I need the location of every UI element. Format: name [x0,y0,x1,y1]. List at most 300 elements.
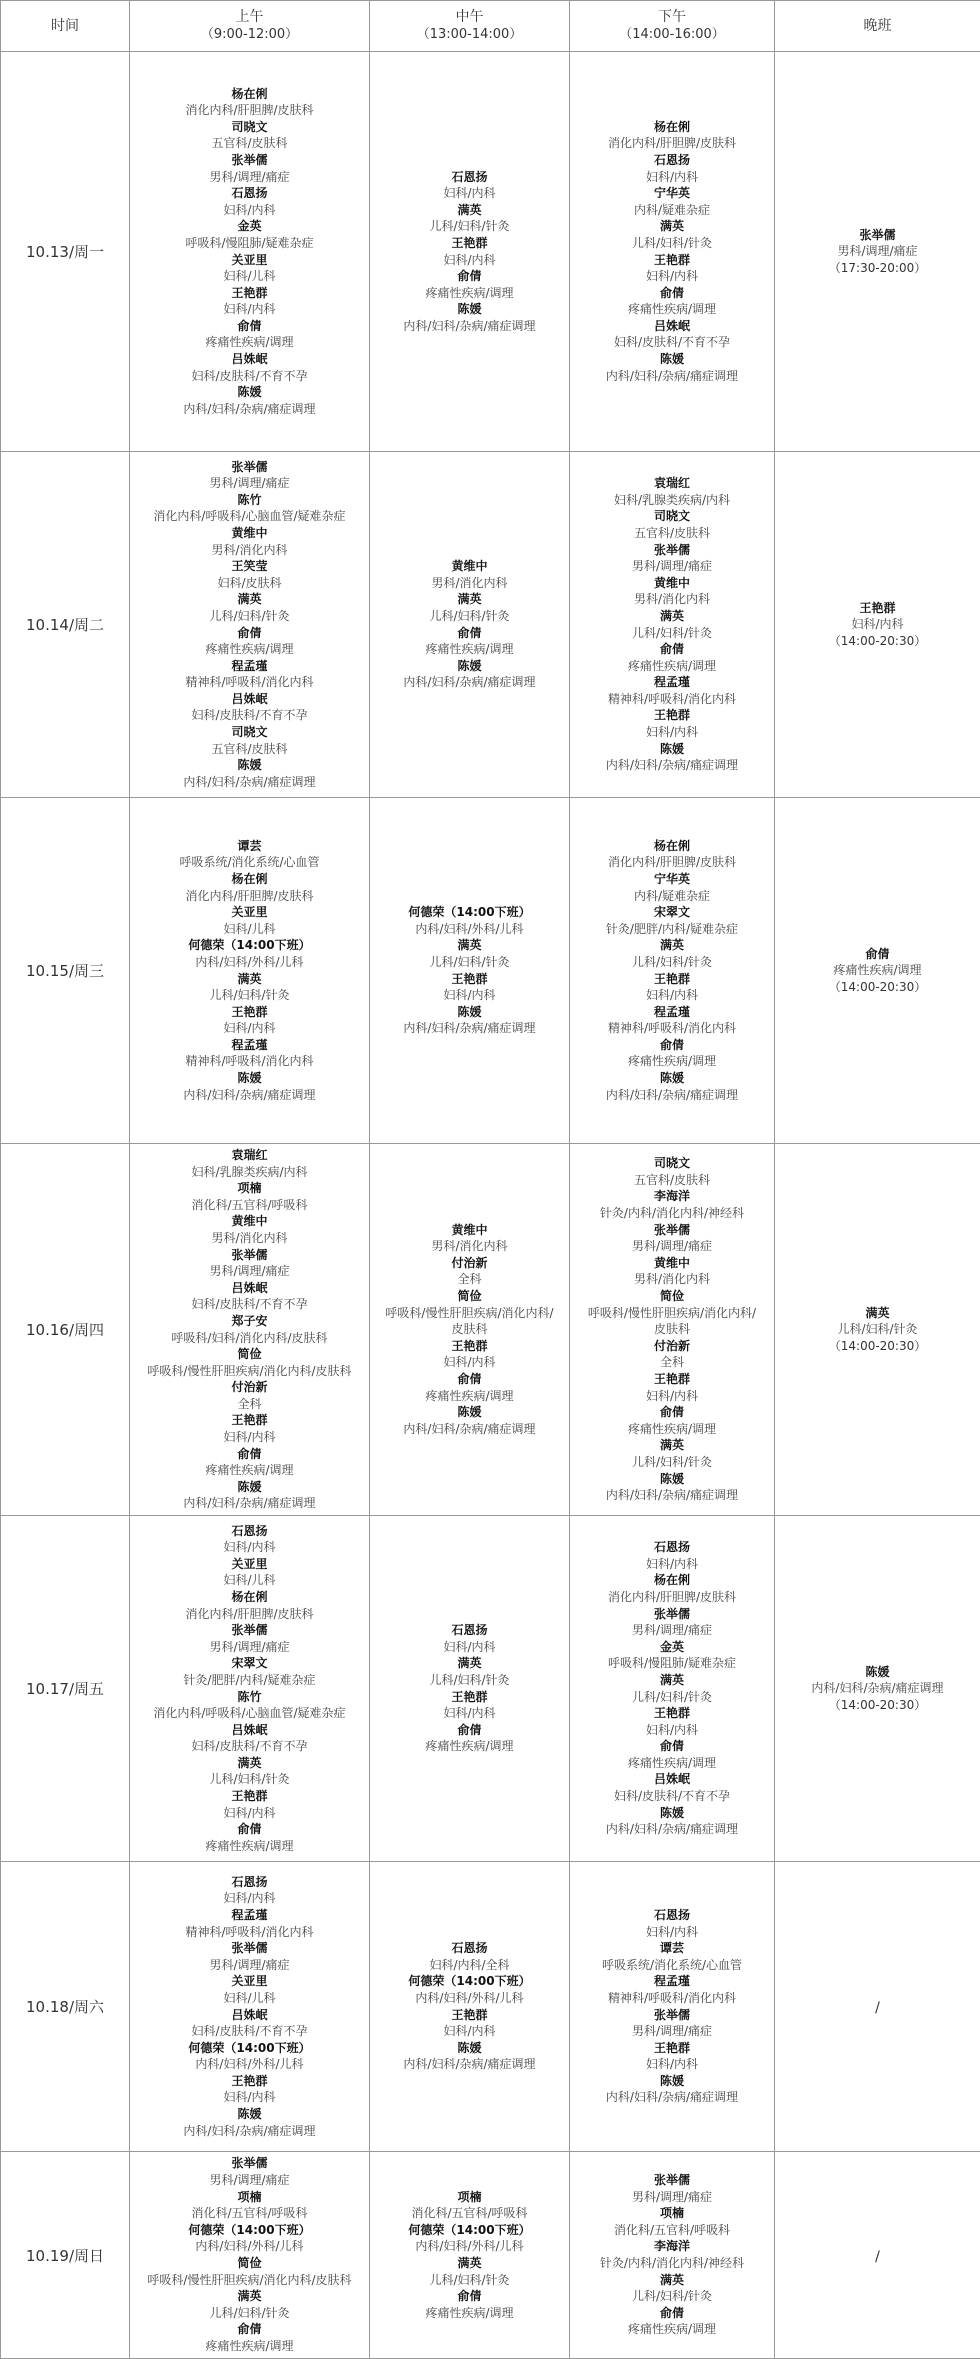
doctor-name: 王艳群 [370,2007,569,2024]
doctor-name: 俞倩 [130,1821,369,1838]
doctor-name: 俞倩 [130,318,369,335]
doctor-specialty: 疼痛性疾病/调理 [370,285,569,302]
doctor-name: 张举儒 [130,2155,369,2172]
doctor-specialty: 消化内科/呼吸科/心脑血管/疑难杂症 [130,1705,369,1722]
doctor-name: 石恩扬 [370,1940,569,1957]
doctor-name: 关亚里 [130,1556,369,1573]
doctor-specialty: 疼痛性疾病/调理 [570,1053,774,1070]
evening-none: / [875,2249,880,2265]
doctor-specialty: 妇科/内科 [130,2089,369,2106]
doctor-specialty: 疼痛性疾病/调理 [570,1421,774,1438]
doctor-name: 陈媛 [570,741,774,758]
doctor-name: 石恩扬 [130,1874,369,1891]
header-am-hours: （9:00-12:00） [130,26,369,44]
doctor-specialty: 妇科/乳腺类疾病/内科 [130,1164,369,1181]
doctor-specialty: 针灸/肥胖/内科/疑难杂症 [130,1672,369,1689]
shift-time: （14:00-20:30） [775,633,980,650]
doctor-name: 吕姝岷 [130,2007,369,2024]
doctor-specialty: 疼痛性疾病/调理 [130,2338,369,2355]
doctor-name: 陈媛 [370,301,569,318]
doctor-specialty: 呼吸科/慢性肝胆疾病/消化内科/ [370,1305,569,1322]
doctor-name: 张举儒 [570,1606,774,1623]
doctor-specialty: 疼痛性疾病/调理 [130,334,369,351]
doctor-name: 谭芸 [570,1940,774,1957]
doctor-name: 付治新 [370,1255,569,1272]
doctor-name: 陈媛 [570,1805,774,1822]
doctor-name: 满英 [130,1755,369,1772]
schedule-row [1,798,980,1144]
doctor-specialty: 消化科/五官科/呼吸科 [130,1197,369,1214]
doctor-specialty: 内科/妇科/杂病/痛症调理 [570,1487,774,1504]
doctor-name: 石恩扬 [370,169,569,186]
doctor-name: 付治新 [570,1338,774,1355]
doctor-name: 金英 [570,1639,774,1656]
doctor-specialty: 内科/妇科/杂病/痛症调理 [370,1421,569,1438]
doctor-specialty: 男科/消化内科 [370,1238,569,1255]
doctor-specialty: 妇科/内科 [370,185,569,202]
doctor-name: 项楠 [370,2189,569,2206]
cell-pm [570,452,775,798]
cell-pm [570,2152,775,2359]
doctor-name: 吕姝岷 [130,1722,369,1739]
doctor-specialty: 疼痛性疾病/调理 [130,1462,369,1479]
doctor-name: 程孟瑾 [570,1973,774,1990]
doctor-name: 王艳群 [370,971,569,988]
doctor-name: 陈媛 [130,2106,369,2123]
doctor-specialty: 消化科/五官科/呼吸科 [130,2205,369,2222]
doctor-specialty: 内科/妇科/杂病/痛症调理 [570,1087,774,1104]
doctor-name: 项楠 [130,2189,369,2206]
schedule-row [1,52,980,452]
doctor-specialty: 儿科/妇科/针灸 [570,1454,774,1471]
doctor-name: 俞倩 [370,1722,569,1739]
doctor-specialty: 儿科/妇科/针灸 [570,625,774,642]
doctor-specialty: 男科/调理/痛症 [570,1622,774,1639]
doctor-name: 王艳群 [570,707,774,724]
date-cell: 10.16/周四 [1,1144,130,1516]
doctor-name: 俞倩 [130,2321,369,2338]
cell-am [130,1516,370,1862]
doctor-name: 何德荣（14:00下班） [370,2222,569,2239]
doctor-specialty: 儿科/妇科/针灸 [370,2272,569,2289]
doctor-specialty: 妇科/皮肤科/不育不孕 [570,334,774,351]
doctor-specialty: 精神科/呼吸科/消化内科 [570,1990,774,2007]
cell-evening [775,452,980,798]
doctor-name: 张举儒 [130,152,369,169]
doctor-specialty: 内科/妇科/杂病/痛症调理 [570,757,774,774]
doctor-specialty: 男科/消化内科 [130,542,369,559]
doctor-specialty: 男科/调理/痛症 [570,558,774,575]
doctor-name: 司晓文 [570,1155,774,1172]
doctor-name: 宋翠文 [130,1655,369,1672]
doctor-specialty: 呼吸科/慢性肝胆疾病/消化内科/皮肤科 [130,1363,369,1380]
doctor-specialty: 男科/调理/痛症 [130,2172,369,2189]
doctor-name: 满英 [570,218,774,235]
doctor-name: 张举儒 [570,2172,774,2189]
doctor-specialty: 疼痛性疾病/调理 [130,1838,369,1855]
doctor-name: 陈媛 [130,757,369,774]
doctor-specialty: 内科/妇科/杂病/痛症调理 [370,674,569,691]
cell-evening [775,1862,980,2152]
date-cell: 10.13/周一 [1,52,130,452]
doctor-name: 俞倩 [570,2305,774,2322]
doctor-name: 何德荣（14:00下班） [130,937,369,954]
doctor-name: 简俭 [570,1288,774,1305]
doctor-name: 张举儒 [775,227,980,244]
doctor-specialty: 男科/调理/痛症 [130,475,369,492]
doctor-name: 何德荣（14:00下班） [130,2222,369,2239]
doctor-specialty: 妇科/内科 [130,202,369,219]
doctor-name: 王艳群 [130,1004,369,1021]
doctor-name: 石恩扬 [570,1907,774,1924]
cell-noon [370,52,570,452]
doctor-specialty: 男科/调理/痛症 [570,1238,774,1255]
cell-noon [370,1862,570,2152]
doctor-specialty: 疼痛性疾病/调理 [130,641,369,658]
schedule-row [1,452,980,798]
doctor-specialty: 精神科/呼吸科/消化内科 [570,1020,774,1037]
cell-evening [775,1516,980,1862]
cell-pm [570,1144,775,1516]
shift-time: （17:30-20:00） [775,260,980,277]
doctor-specialty: 疼痛性疾病/调理 [570,2321,774,2338]
doctor-specialty: 妇科/皮肤科/不育不孕 [130,368,369,385]
doctor-specialty: 内科/妇科/杂病/痛症调理 [570,2089,774,2106]
doctor-name: 俞倩 [570,285,774,302]
doctor-name: 关亚里 [130,904,369,921]
doctor-specialty: 妇科/内科 [570,268,774,285]
doctor-specialty: 妇科/皮肤科/不育不孕 [130,1296,369,1313]
doctor-specialty: 妇科/儿科 [130,1572,369,1589]
doctor-name: 石恩扬 [570,1539,774,1556]
doctor-specialty: 内科/妇科/外科/儿科 [370,921,569,938]
doctor-specialty: 内科/妇科/外科/儿科 [130,954,369,971]
doctor-specialty: 内科/妇科/外科/儿科 [130,2056,369,2073]
doctor-specialty: 疼痛性疾病/调理 [570,301,774,318]
header-noon [370,1,570,52]
doctor-name: 杨在俐 [570,119,774,136]
doctor-specialty: 妇科/内科 [130,1890,369,1907]
doctor-specialty: 妇科/内科 [130,1020,369,1037]
doctor-specialty: 内科/妇科/杂病/痛症调理 [775,1680,980,1697]
doctor-name: 满英 [370,1655,569,1672]
doctor-name: 俞倩 [370,2288,569,2305]
doctor-name: 何德荣（14:00下班） [130,2040,369,2057]
doctor-name: 付治新 [130,1379,369,1396]
doctor-specialty: 疼痛性疾病/调理 [570,1755,774,1772]
doctor-specialty: 针灸/内科/消化内科/神经科 [570,2255,774,2272]
doctor-specialty: 内科/妇科/杂病/痛症调理 [130,1495,369,1512]
doctor-name: 王艳群 [370,1689,569,1706]
doctor-specialty: 五官科/皮肤科 [570,525,774,542]
doctor-specialty: 儿科/妇科/针灸 [130,987,369,1004]
doctor-specialty: 内科/疑难杂症 [570,202,774,219]
doctor-specialty: 呼吸科/妇科/消化内科/皮肤科 [130,1330,369,1347]
doctor-name: 司晓文 [570,508,774,525]
shift-time: （14:00-20:30） [775,979,980,996]
doctor-specialty: 妇科/内科 [570,169,774,186]
doctor-name: 陈媛 [370,658,569,675]
doctor-specialty: 儿科/妇科/针灸 [570,1689,774,1706]
shift-time: （14:00-20:30） [775,1697,980,1714]
doctor-name: 简俭 [130,2255,369,2272]
doctor-specialty: 消化内科/肝胆脾/皮肤科 [570,135,774,152]
doctor-specialty: 男科/调理/痛症 [570,2023,774,2040]
doctor-name: 张举儒 [130,1247,369,1264]
doctor-specialty: 内科/妇科/杂病/痛症调理 [130,401,369,418]
doctor-name: 满英 [570,608,774,625]
doctor-name: 石恩扬 [130,185,369,202]
doctor-name: 吕姝岷 [130,691,369,708]
doctor-name: 张举儒 [130,1622,369,1639]
doctor-name: 杨在俐 [570,838,774,855]
doctor-name: 吕姝岷 [130,351,369,368]
doctor-specialty: 五官科/皮肤科 [570,1172,774,1189]
doctor-name: 宋翠文 [570,904,774,921]
schedule-row [1,1516,980,1862]
doctor-name: 黄维中 [130,1213,369,1230]
doctor-name: 杨在俐 [570,1572,774,1589]
doctor-specialty: 男科/调理/痛症 [570,2189,774,2206]
doctor-name: 宁华英 [570,185,774,202]
doctor-specialty: 疼痛性疾病/调理 [370,1738,569,1755]
doctor-specialty: 呼吸科/慢阻肺/疑难杂症 [570,1655,774,1672]
doctor-specialty: 妇科/内科 [570,724,774,741]
cell-am [130,1862,370,2152]
doctor-specialty: 妇科/皮肤科/不育不孕 [130,2023,369,2040]
doctor-name: 简俭 [130,1346,369,1363]
doctor-name: 满英 [130,2288,369,2305]
doctor-name: 陈媛 [130,1479,369,1496]
doctor-specialty: 内科/妇科/杂病/痛症调理 [130,774,369,791]
doctor-specialty: 五官科/皮肤科 [130,741,369,758]
date-cell: 10.15/周三 [1,798,130,1144]
doctor-specialty: 妇科/内科 [570,2056,774,2073]
doctor-specialty: 妇科/内科 [370,1639,569,1656]
doctor-name: 石恩扬 [370,1622,569,1639]
doctor-name: 俞倩 [570,1037,774,1054]
cell-pm [570,1516,775,1862]
doctor-specialty: 疼痛性疾病/调理 [370,1388,569,1405]
doctor-name: 陈媛 [130,1070,369,1087]
doctor-specialty: 儿科/妇科/针灸 [370,608,569,625]
doctor-specialty: 儿科/妇科/针灸 [130,2305,369,2322]
header-time-label: 时间 [51,18,79,34]
doctor-specialty: 妇科/内科 [570,1924,774,1941]
doctor-name: 满英 [370,937,569,954]
doctor-name: 简俭 [370,1288,569,1305]
doctor-specialty: 儿科/妇科/针灸 [130,608,369,625]
date-cell: 10.17/周五 [1,1516,130,1862]
doctor-specialty: 妇科/内科 [570,1556,774,1573]
doctor-specialty: 内科/妇科/杂病/痛症调理 [570,1821,774,1838]
cell-noon [370,1144,570,1516]
header-evening-label: 晚班 [864,18,892,34]
doctor-name: 陈媛 [570,2073,774,2090]
date-cell: 10.14/周二 [1,452,130,798]
doctor-specialty: 男科/调理/痛症 [130,1957,369,1974]
doctor-name: 俞倩 [130,625,369,642]
doctor-name: 王艳群 [370,235,569,252]
doctor-specialty: 五官科/皮肤科 [130,135,369,152]
doctor-specialty: 儿科/妇科/针灸 [570,2288,774,2305]
cell-evening [775,1144,980,1516]
doctor-name: 满英 [570,937,774,954]
doctor-name: 王艳群 [130,2073,369,2090]
cell-evening [775,2152,980,2359]
doctor-name: 满英 [370,202,569,219]
doctor-specialty: 消化内科/肝胆脾/皮肤科 [130,102,369,119]
cell-am [130,2152,370,2359]
doctor-specialty: 内科/妇科/外科/儿科 [130,2238,369,2255]
doctor-specialty: 儿科/妇科/针灸 [775,1321,980,1338]
doctor-specialty: 内科/妇科/外科/儿科 [370,2238,569,2255]
doctor-name: 俞倩 [370,1371,569,1388]
doctor-name: 项楠 [570,2205,774,2222]
doctor-name: 张举儒 [130,459,369,476]
doctor-name: 陈媛 [370,2040,569,2057]
doctor-specialty: 儿科/妇科/针灸 [370,218,569,235]
doctor-name: 陈媛 [570,351,774,368]
doctor-name: 陈竹 [130,492,369,509]
doctor-specialty: 妇科/内科 [570,987,774,1004]
doctor-name: 俞倩 [570,1404,774,1421]
doctor-name: 满英 [570,1437,774,1454]
doctor-name: 张举儒 [570,542,774,559]
doctor-specialty: 内科/妇科/杂病/痛症调理 [130,2123,369,2140]
cell-pm [570,798,775,1144]
header-noon-label: 中午 [456,9,484,25]
doctor-name: 俞倩 [130,1446,369,1463]
doctor-specialty: 妇科/儿科 [130,268,369,285]
doctor-specialty: 妇科/儿科 [130,1990,369,2007]
doctor-name: 司晓文 [130,724,369,741]
doctor-name: 俞倩 [570,641,774,658]
doctor-specialty: 男科/调理/痛症 [130,1263,369,1280]
doctor-name: 满英 [130,591,369,608]
doctor-specialty: 内科/妇科/杂病/痛症调理 [370,1020,569,1037]
doctor-specialty: 妇科/儿科 [130,921,369,938]
doctor-name: 王艳群 [130,1788,369,1805]
doctor-specialty: 呼吸科/慢性肝胆疾病/消化内科/ [570,1305,774,1322]
doctor-specialty: 疼痛性疾病/调理 [370,641,569,658]
doctor-name: 吕姝岷 [130,1280,369,1297]
doctor-specialty: 消化科/五官科/呼吸科 [570,2222,774,2239]
doctor-name: 王艳群 [370,1338,569,1355]
doctor-specialty: 妇科/内科 [570,1722,774,1739]
doctor-specialty: 内科/妇科/外科/儿科 [370,1990,569,2007]
schedule-row [1,1862,980,2152]
cell-am [130,52,370,452]
doctor-name: 陈媛 [370,1404,569,1421]
doctor-name: 谭芸 [130,838,369,855]
doctor-specialty: 儿科/妇科/针灸 [370,1672,569,1689]
doctor-name: 黄维中 [370,1222,569,1239]
doctor-name: 杨在俐 [130,871,369,888]
doctor-specialty: 消化科/五官科/呼吸科 [370,2205,569,2222]
header-am-label: 上午 [236,9,264,25]
doctor-specialty: 男科/消化内科 [570,1271,774,1288]
doctor-name: 王艳群 [570,971,774,988]
doctor-name: 石恩扬 [570,152,774,169]
doctor-specialty-cont: 皮肤科 [370,1321,569,1338]
date-cell: 10.19/周日 [1,2152,130,2359]
doctor-name: 黄维中 [370,558,569,575]
doctor-name: 陈媛 [370,1004,569,1021]
doctor-specialty: 儿科/妇科/针灸 [130,1771,369,1788]
doctor-name: 俞倩 [370,268,569,285]
doctor-specialty: 呼吸科/慢性肝胆疾病/消化内科/皮肤科 [130,2272,369,2289]
cell-pm [570,1862,775,2152]
doctor-specialty: 男科/消化内科 [570,591,774,608]
doctor-specialty: 疼痛性疾病/调理 [570,658,774,675]
doctor-name: 王艳群 [130,285,369,302]
doctor-specialty: 妇科/内科 [570,1388,774,1405]
doctor-specialty: 妇科/内科 [130,301,369,318]
doctor-specialty: 妇科/内科 [370,2023,569,2040]
doctor-specialty: 妇科/内科 [370,1705,569,1722]
doctor-specialty: 妇科/皮肤科/不育不孕 [570,1788,774,1805]
header-pm-hours: （14:00-16:00） [570,26,774,44]
doctor-name: 杨在俐 [130,86,369,103]
doctor-specialty: 内科/妇科/杂病/痛症调理 [370,318,569,335]
doctor-specialty: 男科/消化内科 [130,1230,369,1247]
doctor-specialty: 消化内科/肝胆脾/皮肤科 [130,1606,369,1623]
doctor-name: 郑子安 [130,1313,369,1330]
doctor-specialty: 呼吸系统/消化系统/心血管 [570,1957,774,1974]
doctor-name: 陈媛 [775,1664,980,1681]
doctor-name: 王艳群 [570,1705,774,1722]
doctor-name: 王艳群 [570,2040,774,2057]
doctor-name: 王艳群 [130,1412,369,1429]
doctor-name: 何德荣（14:00下班） [370,904,569,921]
doctor-specialty: 内科/疑难杂症 [570,888,774,905]
doctor-name: 张举儒 [570,1222,774,1239]
doctor-specialty: 儿科/妇科/针灸 [570,954,774,971]
doctor-specialty: 疼痛性疾病/调理 [775,962,980,979]
cell-noon [370,1516,570,1862]
doctor-name: 项楠 [130,1180,369,1197]
doctor-name: 满英 [370,2255,569,2272]
doctor-specialty: 全科 [130,1396,369,1413]
doctor-specialty: 精神科/呼吸科/消化内科 [130,1924,369,1941]
doctor-name: 关亚里 [130,1973,369,1990]
doctor-specialty: 妇科/内科 [370,252,569,269]
shift-time: （14:00-20:30） [775,1338,980,1355]
doctor-specialty: 全科 [570,1354,774,1371]
doctor-name: 袁瑞红 [130,1147,369,1164]
doctor-specialty: 妇科/内科 [775,616,980,633]
doctor-name: 石恩扬 [130,1523,369,1540]
doctor-specialty: 精神科/呼吸科/消化内科 [130,674,369,691]
doctor-name: 宁华英 [570,871,774,888]
doctor-name: 张举儒 [570,2007,774,2024]
cell-pm [570,52,775,452]
doctor-specialty: 男科/调理/痛症 [130,1639,369,1656]
schedule-body [1,52,980,2359]
doctor-specialty: 妇科/内科 [130,1539,369,1556]
doctor-name: 黄维中 [570,1255,774,1272]
doctor-name: 满英 [570,2272,774,2289]
doctor-specialty: 妇科/内科 [130,1429,369,1446]
doctor-specialty: 消化内科/肝胆脾/皮肤科 [570,1589,774,1606]
evening-none: / [875,2000,880,2016]
doctor-specialty: 男科/调理/痛症 [130,169,369,186]
doctor-specialty: 针灸/肥胖/内科/疑难杂症 [570,921,774,938]
doctor-name: 俞倩 [370,625,569,642]
doctor-name: 满英 [130,971,369,988]
doctor-name: 王艳群 [570,1371,774,1388]
